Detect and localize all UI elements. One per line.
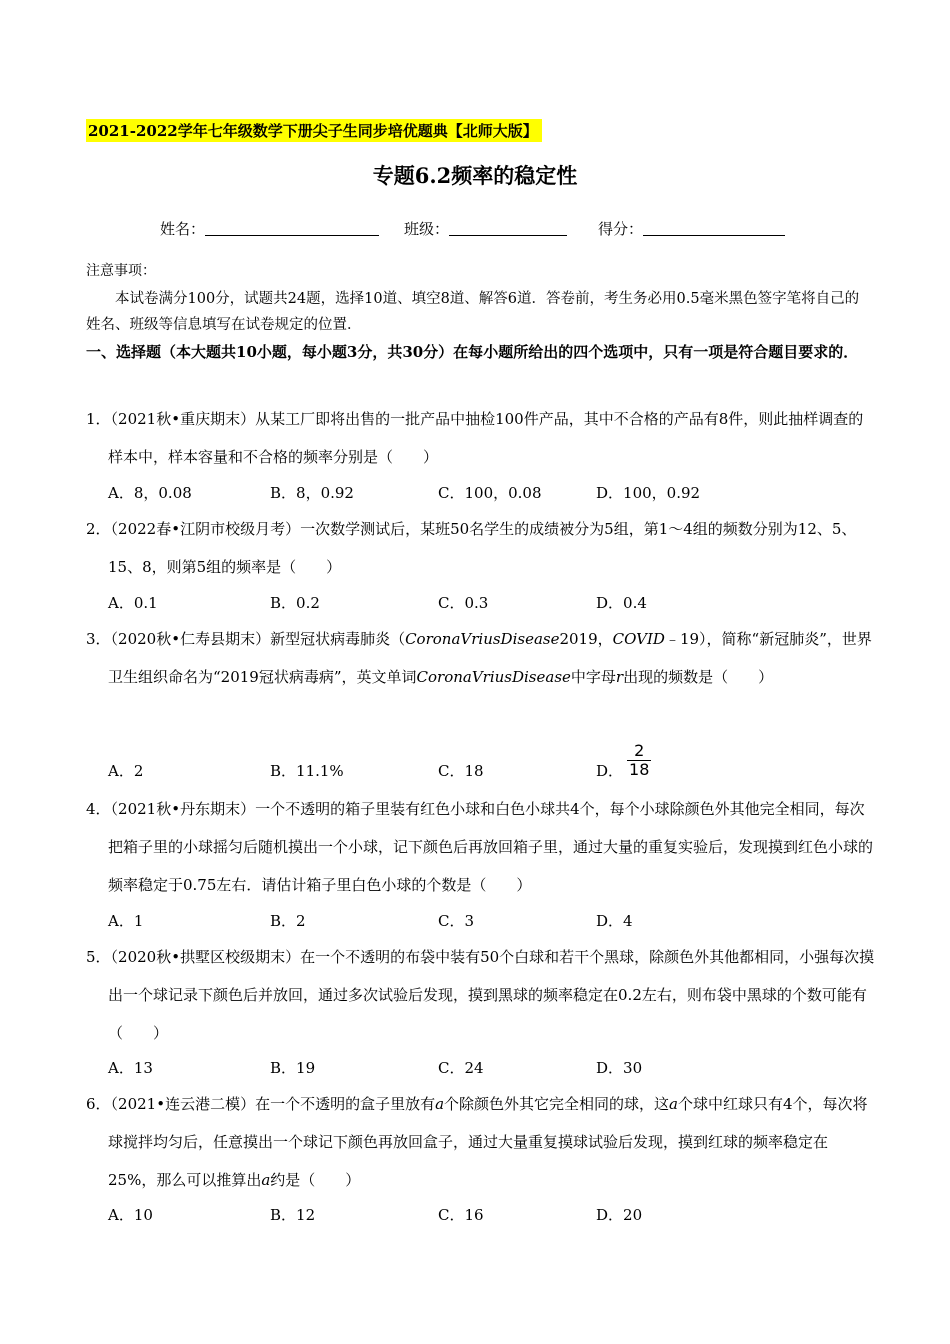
option-c: C．18 — [438, 762, 484, 780]
italic-term: CoronaVriusDisease — [416, 668, 571, 686]
option-d: D．30 — [596, 1059, 643, 1077]
option-b: B．11.1% — [270, 762, 344, 780]
options-1 — [108, 474, 868, 512]
italic-term: a — [435, 1095, 445, 1113]
question-number: 6． — [86, 1095, 111, 1113]
options-3 — [108, 740, 868, 790]
option-b: B．12 — [270, 1206, 316, 1224]
class-label: 班级： — [404, 220, 450, 238]
option-b: B．19 — [270, 1059, 316, 1077]
italic-term: r — [615, 668, 624, 686]
option-c: C．100，0.08 — [438, 484, 542, 502]
option-d: D．20 — [596, 1206, 643, 1224]
question-4 — [86, 790, 876, 904]
options-6 — [108, 1196, 868, 1234]
question-2 — [86, 510, 876, 586]
question-5 — [86, 938, 876, 1052]
question-6 — [86, 1085, 876, 1199]
question-number: 1． — [86, 410, 111, 428]
options-4 — [108, 902, 868, 940]
series-header: 2021-2022学年七年级数学下册尖子生同步培优题典【北师大版】 — [86, 119, 542, 142]
options-5 — [108, 1049, 868, 1087]
question-text: 中字母 — [570, 668, 616, 686]
question-number: 4． — [86, 800, 111, 818]
italic-term: a — [261, 1171, 271, 1189]
score-field — [598, 218, 785, 239]
question-text: ﹣19），简称“新冠肺炎”，世界卫生组织命名为“2019冠状病毒病”，英文单词 — [108, 630, 872, 686]
question-number: 5． — [86, 948, 111, 966]
question-1 — [86, 400, 876, 476]
option-c: C．24 — [438, 1059, 484, 1077]
question-text: 个除颜色外其它完全相同的球，这 — [444, 1095, 670, 1113]
question-text: 2019， — [559, 630, 613, 648]
class-field — [404, 218, 567, 239]
option-c: C．16 — [438, 1206, 484, 1224]
name-field — [160, 218, 379, 239]
options-2 — [108, 584, 868, 622]
score-label: 得分： — [598, 220, 644, 238]
class-blank — [449, 221, 567, 236]
page-title: 专题6.2频率的稳定性 — [372, 163, 578, 188]
italic-term: a — [669, 1095, 678, 1113]
question-text: （2021秋•重庆期末）从某工厂即将出售的一批产品中抽检100件产品，其中不合格的产品有8件，则此抽样调查的样本中，样本容量和不合格的频率分别是（ ） — [108, 410, 864, 466]
option-d: D．0.4 — [596, 594, 647, 612]
question-text: （2020秋•拱墅区校级期末）在一个不透明的布袋中装有50个白球和若干个黑球，除颜色外其他都相同，小强每次摸出一个球记录下颜色后并放回，通过多次试验后发现，摸到黑球的频率稳定在0.2左右，则布袋中黑球的个数可能有（ ） — [108, 948, 875, 1042]
option-b: B．8，0.92 — [270, 484, 354, 502]
question-text: （2022春•江阴市校级月考）一次数学测试后，某班50名学生的成绩被分为5组，第1～4组的频数分别为12、5、15、8，则第5组的频率是（ ） — [108, 520, 857, 576]
notice-label: 注意事项： — [86, 263, 156, 279]
option-d: D．100，0.92 — [596, 484, 701, 502]
question-number: 3． — [86, 630, 111, 648]
option-d — [596, 740, 651, 791]
question-text: 约是（ ） — [270, 1171, 361, 1189]
fraction-numerator: 2 — [627, 742, 651, 761]
option-b: B．2 — [270, 912, 306, 930]
score-blank — [643, 221, 785, 236]
fraction — [627, 742, 651, 779]
italic-term: COVID — [612, 630, 665, 648]
name-blank — [205, 221, 379, 236]
question-3 — [86, 620, 876, 696]
option-a: A．0.1 — [108, 594, 158, 612]
question-text: （2020秋•仁寿县期末）新型冠状病毒肺炎（ — [110, 630, 406, 648]
notice-text: 本试卷满分100分，试题共24题，选择10道、填空8道、解答6道．答卷前，考生务必用0.5毫米黑色签字笔将自己的姓名、班级等信息填写在试卷规定的位置． — [86, 291, 860, 333]
option-a: A．1 — [108, 912, 144, 930]
option-c: C．0.3 — [438, 594, 489, 612]
option-a: A．2 — [108, 762, 144, 780]
option-d: D．4 — [596, 912, 633, 930]
name-label: 姓名： — [160, 220, 206, 238]
question-text: （2021秋•丹东期末）一个不透明的箱子里装有红色小球和白色小球共4个，每个小球除颜色外其他完全相同，每次把箱子里的小球摇匀后随机摸出一个小球，记下颜色后再放回箱子里，通过大量的重复实验后，发现摸到红色小球的频率稳定于0.75左右．请估计箱子里白色小球的个数是（ ） — [108, 800, 874, 894]
fraction-denominator: 18 — [629, 759, 650, 779]
question-text: （2021•连云港二模）在一个不透明的盒子里放有 — [110, 1095, 436, 1113]
option-a: A．10 — [108, 1206, 153, 1224]
option-c: C．3 — [438, 912, 475, 930]
option-b: B．0.2 — [270, 594, 320, 612]
question-number: 2． — [86, 520, 111, 538]
option-d-label: D． — [596, 762, 624, 780]
option-a: A．13 — [108, 1059, 153, 1077]
question-text: 出现的频数是（ ） — [623, 668, 774, 686]
question-text: 个球中红球只有4个，每次将球搅拌均匀后，任意摸出一个球记下颜色再放回盒子，通过大量重复摸球试验后发现，摸到红球的频率稳定在25%，那么可以推算出 — [108, 1095, 868, 1189]
section-heading: 一、选择题（本大题共10小题，每小题3分，共30分）在每小题所给出的四个选项中，只有一项是符合题目要求的． — [86, 343, 859, 361]
italic-term: CoronaVriusDisease — [405, 630, 560, 648]
option-a: A．8，0.08 — [108, 484, 192, 502]
